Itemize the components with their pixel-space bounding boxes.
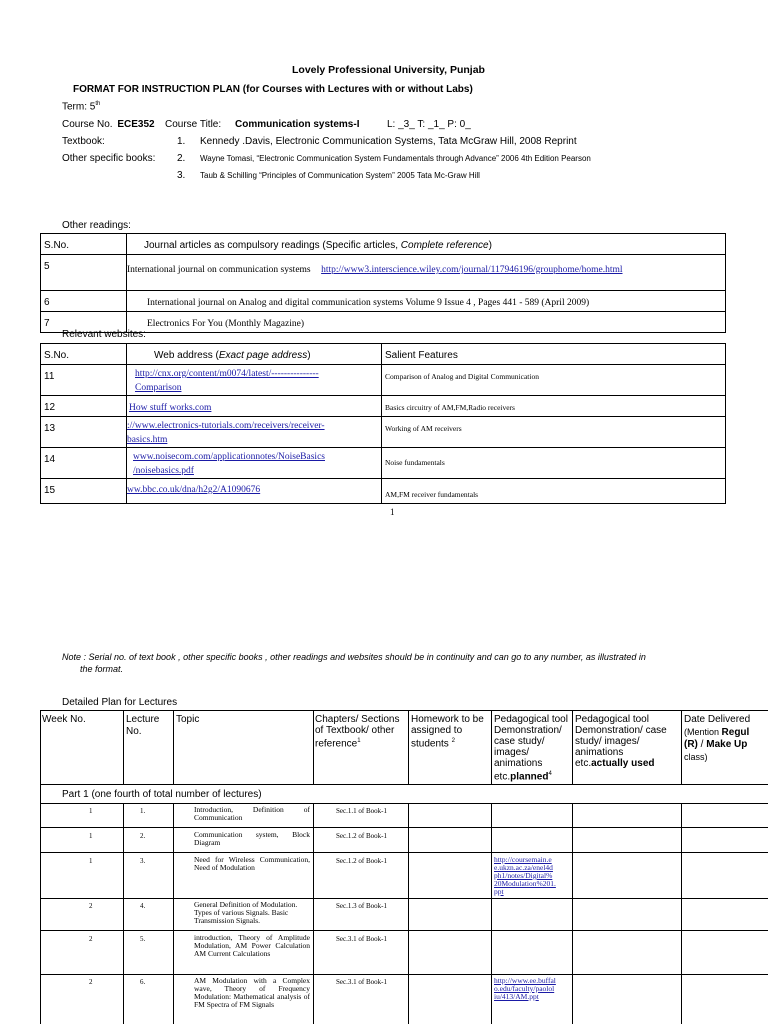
- col-date-mention: (Mention: [684, 727, 722, 737]
- website-sno: [41, 479, 127, 504]
- col-sno-text: S.No.: [44, 350, 70, 361]
- website-feature: [382, 365, 726, 396]
- reading-sno: [41, 291, 127, 312]
- col-homework-header: [411, 714, 491, 749]
- book-num-2: 2.: [177, 153, 186, 164]
- website-address: [127, 448, 382, 479]
- website-sno: [41, 365, 127, 396]
- row-tool-link[interactable]: http://coursemain.ee.ukzn.ac.za/enel4dph1/notes/Digital%20Modulation%201.ppt: [494, 855, 556, 896]
- row-week: 2: [89, 978, 93, 986]
- website-sno-text: 13: [44, 423, 56, 434]
- col-web-header: [127, 344, 382, 365]
- course-line: [62, 119, 155, 130]
- term-line: [62, 101, 100, 112]
- col-sno-header: [41, 344, 127, 365]
- reading-sno-text: 6: [44, 297, 50, 308]
- row-lecture: 2.: [140, 832, 146, 840]
- col-sno-header: [41, 234, 127, 255]
- col-journal-prefix: Journal articles as compulsory readings (Specific articles,: [144, 240, 401, 251]
- col-date-makeup: Make Up: [706, 739, 748, 750]
- col-journal-header: [127, 234, 726, 255]
- col-date-r: (R): [684, 739, 698, 750]
- row-chapter: Sec.1.1 of Book-1: [336, 807, 387, 815]
- reading-text: Electronics For You (Monthly Magazine): [147, 319, 304, 329]
- col-features-text: Salient Features: [385, 350, 458, 361]
- col-features-header: [382, 344, 726, 365]
- website-link[interactable]: http://cnx.org/content/m0074/latest/---------------: [135, 369, 319, 379]
- row-lecture: 4.: [140, 902, 146, 910]
- website-sno-text: 11: [44, 371, 55, 382]
- reading-sno-text: 5: [44, 261, 50, 272]
- col-ped-planned-text: Pedagogical tool Demonstration/ case study/ images/ animations etc.: [494, 714, 568, 783]
- website-sno-text: 14: [44, 454, 56, 465]
- row-topic: Introduction, Definition of Communication: [194, 805, 310, 822]
- col-topic-header: Topic: [176, 714, 200, 725]
- website-feature: [382, 479, 726, 504]
- other-readings-label: Other readings:: [62, 220, 131, 231]
- website-address: [127, 479, 382, 504]
- row-chapter: Sec.3.1 of Book-1: [336, 935, 387, 943]
- page-number: 1: [390, 507, 395, 517]
- website-link-cont[interactable]: Comparison: [135, 383, 182, 393]
- row-topic: introduction, Theory of Amplitude Modulation, AM Power Calculation AM Current Calculations: [194, 933, 310, 958]
- website-feature: [382, 417, 726, 448]
- other-readings-table: [40, 233, 726, 333]
- book-num-3: 3.: [177, 170, 186, 181]
- row-lecture: 1.: [140, 807, 146, 815]
- websites-label: Relevant websites:: [62, 329, 146, 340]
- col-week-header: Week No.: [42, 714, 86, 725]
- book-text-2: Wayne Tomasi, “Electronic Communication System Fundamentals through Advance” 2006 4th Edition Pearson: [200, 154, 591, 163]
- part-label: Part 1 (one fourth of total number of lectures): [62, 789, 262, 800]
- row-topic: General Definition of Modulation. Types of various Signals. Basic Transmission Signals.: [194, 900, 298, 925]
- format-title: FORMAT FOR INSTRUCTION PLAN (for Courses with Lectures with or without Labs): [73, 84, 473, 95]
- website-sno: [41, 396, 127, 417]
- website-link-cont[interactable]: /noisebasics.pdf: [133, 466, 194, 476]
- website-link[interactable]: ww.bbc.co.uk/dna/h2g2/A1090676: [127, 485, 261, 495]
- websites-table: [40, 343, 726, 504]
- row-week: 1: [89, 832, 93, 840]
- row-topic: Communication system, Block Diagram: [194, 830, 310, 847]
- reading-sno-text: 7: [44, 318, 50, 329]
- row-topic: AM Modulation with a Complex wave, Theory of Frequency Modulation: Mathematical analysis of FM Spectra of FM Signals: [194, 976, 310, 1009]
- row-week: 1: [89, 857, 93, 865]
- website-feature-text: Working of AM receivers: [385, 424, 462, 433]
- row-lecture: 5.: [140, 935, 146, 943]
- col-journal-italic: Complete reference: [400, 240, 489, 251]
- col-date-class: class): [684, 752, 708, 762]
- col-date-header: [684, 714, 768, 764]
- course-title-label: Course Title:: [165, 119, 222, 130]
- website-address: [127, 417, 382, 448]
- row-topic: Need for Wireless Communication, Need of Modulation: [194, 855, 310, 872]
- col-web-italic: Exact page address: [218, 350, 308, 361]
- other-books-label: Other specific books:: [62, 153, 156, 164]
- website-link[interactable]: www.noisecom.com/applicationnotes/NoiseBasics: [133, 452, 325, 462]
- website-sno: [41, 448, 127, 479]
- website-address: [127, 365, 382, 396]
- note-line-1: Note : Serial no. of text book , other specific books , other readings and websites should be in continuity and can go to any number, as illustrated in: [62, 652, 646, 662]
- website-sno: [41, 417, 127, 448]
- ltp: L: _3_ T: _1_ P: 0_: [387, 119, 471, 130]
- row-week: 2: [89, 935, 93, 943]
- col-lecture-header: Lecture No.: [126, 714, 160, 737]
- col-chapters-header: [315, 714, 407, 749]
- term-label: Term: 5: [62, 101, 96, 113]
- col-date-title: Date Delivered: [684, 714, 751, 725]
- row-tool-link[interactable]: http://www.ee.buffalo.edu/faculty/paololiu/413/AM.ppt: [494, 976, 556, 1001]
- website-sno-text: 15: [44, 485, 56, 496]
- col-date-slash: /: [697, 739, 707, 750]
- row-week: 2: [89, 902, 93, 910]
- col-web-text: [154, 350, 311, 361]
- col-chapters-sup: 1: [357, 738, 361, 744]
- plan-label: Detailed Plan for Lectures: [62, 697, 178, 708]
- website-feature-text: Basics circuitry of AM,FM,Radio receivers: [385, 403, 515, 412]
- col-date-regular: Regul: [721, 727, 750, 738]
- university-title: Lovely Professional University, Punjab: [292, 64, 485, 76]
- reading-text: International journal on Analog and digital communication systems Volume 9 Issue 4 , Pages 441 - 589 (April 2009): [147, 298, 590, 308]
- reading-row: [127, 255, 726, 291]
- course-title: Communication systems-I: [235, 119, 360, 130]
- book-text-1: Kennedy .Davis, Electronic Communication Systems, Tata McGraw Hill, 2008 Reprint: [200, 136, 577, 147]
- row-chapter: Sec.3.1 of Book-1: [336, 978, 387, 986]
- reading-link[interactable]: http://www3.interscience.wiley.com/journal/117946196/grouphome/home.html: [321, 265, 623, 275]
- row-lecture: 6.: [140, 978, 146, 986]
- website-feature: [382, 396, 726, 417]
- row-lecture: 3.: [140, 857, 146, 865]
- book-text-3: Taub & Schilling “Principles of Communication System” 2005 Tata Mc-Graw Hill: [200, 171, 480, 180]
- reading-text: International journal on communication systems: [127, 265, 311, 275]
- row-week: 1: [89, 807, 93, 815]
- col-chapters-text: Chapters/ Sections of Textbook/ other reference: [315, 714, 400, 750]
- website-feature-text: Noise fundamentals: [385, 458, 445, 467]
- website-feature: [382, 448, 726, 479]
- col-ped-planned-header: [494, 714, 572, 782]
- col-journal-text: [144, 240, 492, 251]
- term-sup: th: [95, 101, 101, 107]
- website-feature-text: AM,FM receiver fundamentals: [385, 490, 479, 499]
- row-chapter: Sec.1.2 of Book-1: [336, 857, 387, 865]
- row-chapter: Sec.1.2 of Book-1: [336, 832, 387, 840]
- website-link[interactable]: How stuff works.com: [129, 403, 212, 413]
- website-address: [127, 396, 382, 417]
- website-feature-text: Comparison of Analog and Digital Communication: [385, 372, 539, 381]
- website-sno-text: 12: [44, 402, 56, 413]
- textbook-label: Textbook:: [62, 136, 105, 147]
- col-homework-sup: 2: [451, 738, 455, 744]
- reading-row: [127, 312, 726, 333]
- book-num-1: 1.: [177, 136, 186, 147]
- col-ped-used-text: Pedagogical tool Demonstration/ case study/ images/ animations etc.: [575, 714, 667, 769]
- col-ped-used-bold: actually used: [591, 758, 655, 769]
- col-journal-suffix: ): [488, 240, 492, 251]
- col-sno-text: S.No.: [44, 240, 70, 251]
- reading-sno: [41, 255, 127, 291]
- course-no-label: Course No.: [62, 119, 113, 130]
- col-web-prefix: Web address (: [154, 350, 219, 361]
- col-homework-text: Homework to be assigned to students: [411, 714, 484, 750]
- col-ped-used-header: [575, 714, 679, 769]
- website-link[interactable]: ://www.electronics-tutorials.com/receivers/receiver-: [127, 421, 325, 431]
- note-line-2: the format.: [80, 664, 124, 674]
- col-ped-planned-sup: 4: [548, 771, 552, 777]
- col-web-suffix: ): [307, 350, 311, 361]
- reading-row: [127, 291, 726, 312]
- col-ped-planned-bold: planned: [510, 771, 549, 783]
- course-no: ECE352: [117, 119, 155, 130]
- row-chapter: Sec.1.3 of Book-1: [336, 902, 387, 910]
- website-link-cont[interactable]: basics.htm: [127, 435, 168, 445]
